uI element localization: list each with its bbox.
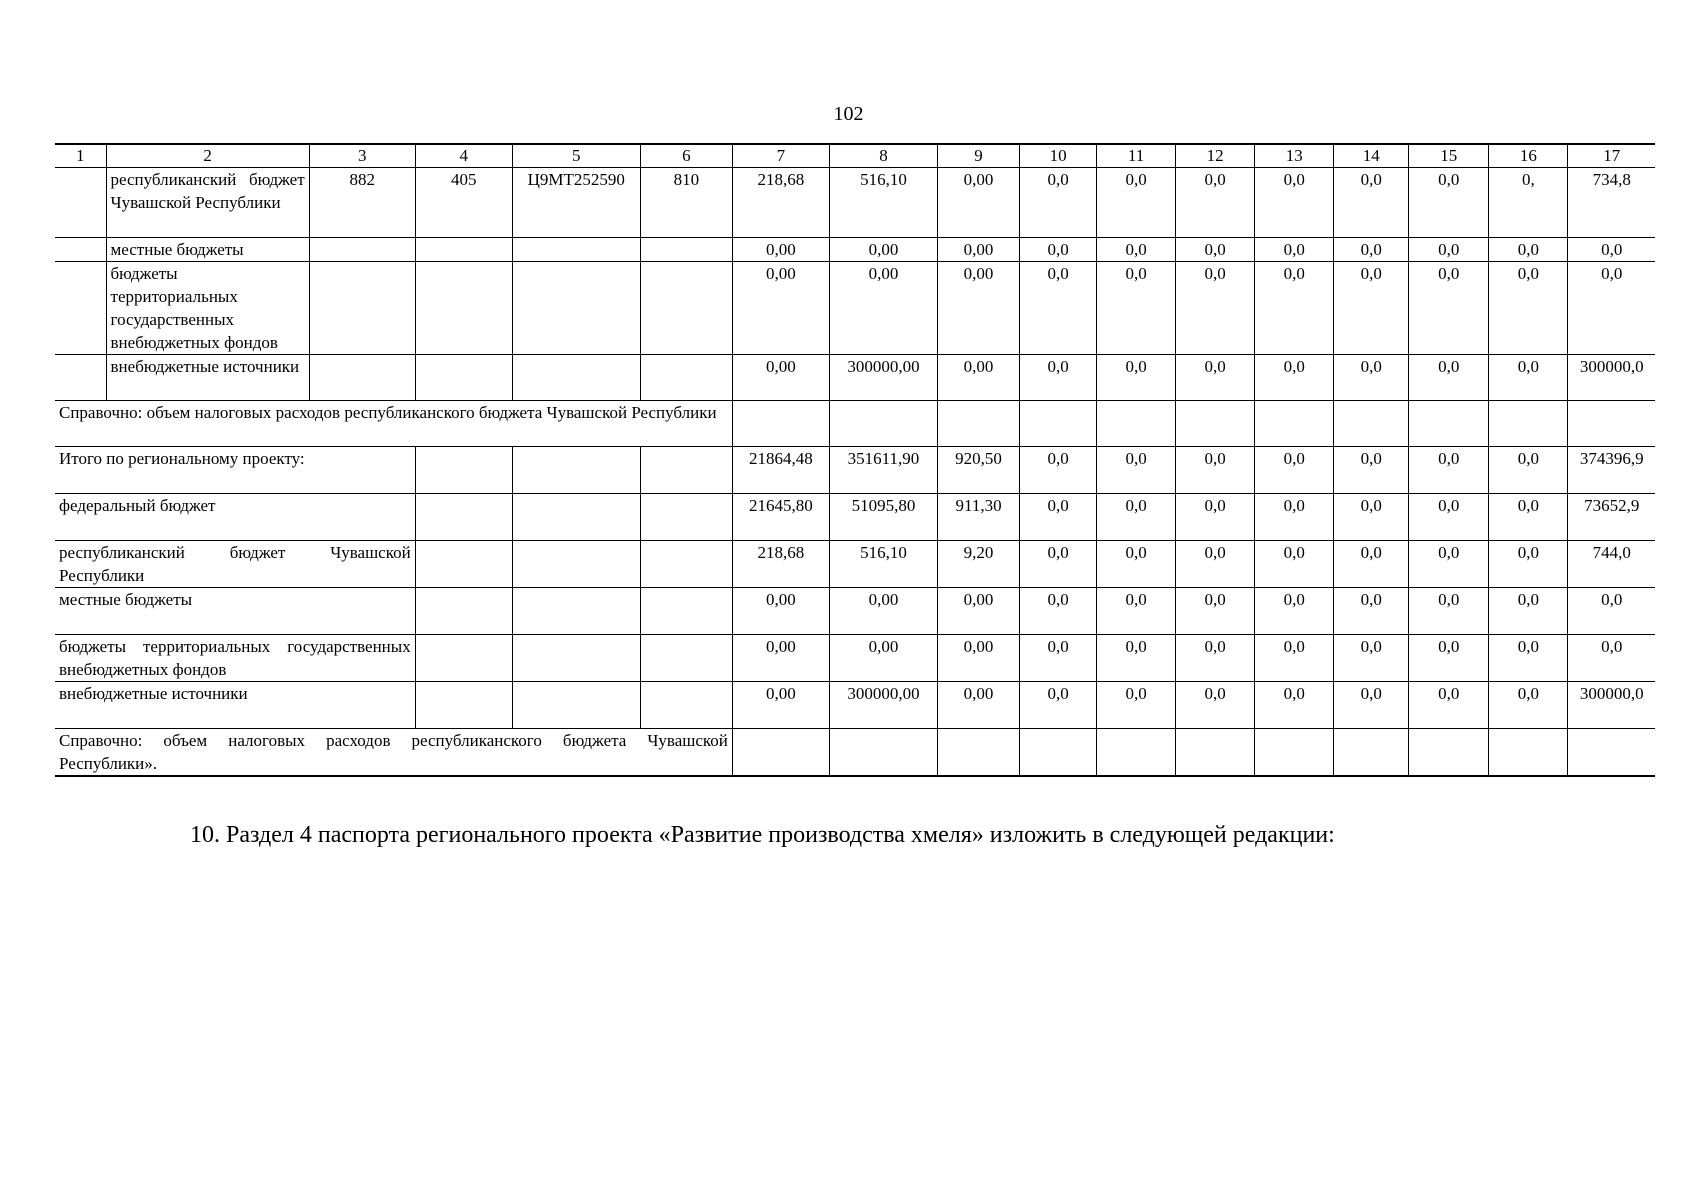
- value-cell: 0,0: [1097, 682, 1176, 729]
- value-cell: 0,0: [1097, 238, 1176, 262]
- value-cell: 0,0: [1255, 447, 1334, 494]
- value-cell: 0,0: [1020, 541, 1097, 588]
- total-row: [55, 447, 1655, 494]
- value-cell: 0,00: [938, 168, 1020, 238]
- table-cell: [1255, 401, 1334, 447]
- table-cell: [1097, 401, 1176, 447]
- value-cell: 0,0: [1409, 262, 1489, 355]
- value-cell: 0,0: [1409, 682, 1489, 729]
- row-label: бюджеты территориальных государственных внебюджетных фондов: [106, 262, 309, 355]
- value-cell: 0,0: [1255, 494, 1334, 541]
- table-cell: [640, 447, 732, 494]
- table-cell: [640, 541, 732, 588]
- table-cell: [938, 401, 1020, 447]
- value-cell: 0,0: [1255, 541, 1334, 588]
- value-cell: 0,00: [938, 355, 1020, 401]
- column-header: 9: [938, 144, 1020, 168]
- value-cell: 0,0: [1489, 262, 1568, 355]
- value-cell: 9,20: [938, 541, 1020, 588]
- value-cell: 0,00: [938, 262, 1020, 355]
- value-cell: 0,0: [1020, 447, 1097, 494]
- value-cell: 0,00: [732, 262, 829, 355]
- value-cell: 218,68: [732, 541, 829, 588]
- column-header: 16: [1489, 144, 1568, 168]
- value-cell: 0,00: [732, 355, 829, 401]
- table-cell: [640, 262, 732, 355]
- value-cell: 0,0: [1255, 635, 1334, 682]
- value-cell: 0,0: [1020, 262, 1097, 355]
- table-cell: [415, 682, 512, 729]
- value-cell: 0,00: [732, 682, 829, 729]
- budget-table: [55, 143, 1655, 777]
- table-cell: [512, 635, 640, 682]
- value-cell: 51095,80: [829, 494, 937, 541]
- value-cell: 21864,48: [732, 447, 829, 494]
- table-cell: [1489, 401, 1568, 447]
- section-paragraph: 10. Раздел 4 паспорта регионального проекта «Развитие производства хмеля» изложить в следующей редакции:: [190, 822, 1335, 848]
- value-cell: 911,30: [938, 494, 1020, 541]
- table-cell: [1097, 729, 1176, 777]
- value-cell: 0,00: [829, 262, 937, 355]
- value-cell: 0,0: [1409, 541, 1489, 588]
- table-row: [55, 168, 1655, 238]
- value-cell: 0,0: [1176, 262, 1255, 355]
- value-cell: 0,0: [1409, 238, 1489, 262]
- value-cell: 0,0: [1097, 447, 1176, 494]
- table-cell: [1020, 729, 1097, 777]
- table-row: [55, 355, 1655, 401]
- value-cell: 0,0: [1255, 588, 1334, 635]
- total-row: [55, 541, 1655, 588]
- table-cell: [732, 729, 829, 777]
- table-cell: [640, 238, 732, 262]
- total-row: [55, 494, 1655, 541]
- table-cell: [1334, 729, 1409, 777]
- value-cell: 0,0: [1409, 355, 1489, 401]
- value-cell: 0,0: [1568, 588, 1655, 635]
- value-cell: 0,0: [1334, 588, 1409, 635]
- row-label: внебюджетные источники: [55, 682, 415, 729]
- total-row: [55, 588, 1655, 635]
- reference-note: Справочно: объем налоговых расходов республиканского бюджета Чувашской Республики».: [55, 729, 732, 777]
- value-cell: 0,0: [1255, 682, 1334, 729]
- value-cell: 0,0: [1334, 682, 1409, 729]
- value-cell: 300000,00: [829, 355, 937, 401]
- value-cell: 0,0: [1097, 355, 1176, 401]
- row-label: республиканский бюджет Чувашской Республики: [55, 541, 415, 588]
- value-cell: 0,0: [1097, 262, 1176, 355]
- value-cell: 374396,9: [1568, 447, 1655, 494]
- value-cell: 300000,0: [1568, 355, 1655, 401]
- value-cell: 0,00: [732, 238, 829, 262]
- value-cell: 0,0: [1489, 682, 1568, 729]
- table-cell: [640, 588, 732, 635]
- value-cell: 0,0: [1176, 238, 1255, 262]
- value-cell: 0,0: [1334, 262, 1409, 355]
- table-cell: [55, 262, 106, 355]
- table-cell: [512, 494, 640, 541]
- table-cell: [1176, 401, 1255, 447]
- table-row: [55, 238, 1655, 262]
- table-cell: [1020, 401, 1097, 447]
- value-cell: 0,0: [1255, 168, 1334, 238]
- value-cell: 0,: [1489, 168, 1568, 238]
- header-row: [55, 144, 1655, 168]
- table-cell: [640, 682, 732, 729]
- value-cell: 0,0: [1489, 355, 1568, 401]
- table-cell: [640, 635, 732, 682]
- value-cell: 0,0: [1176, 588, 1255, 635]
- table-cell: [732, 401, 829, 447]
- value-cell: 0,0: [1097, 168, 1176, 238]
- column-header: 11: [1097, 144, 1176, 168]
- value-cell: 0,0: [1097, 588, 1176, 635]
- table-cell: [309, 355, 415, 401]
- table-cell: [640, 494, 732, 541]
- value-cell: 0,0: [1409, 447, 1489, 494]
- value-cell: 0,0: [1176, 635, 1255, 682]
- value-cell: 300000,0: [1568, 682, 1655, 729]
- table-cell: [938, 729, 1020, 777]
- value-cell: 300000,00: [829, 682, 937, 729]
- table-cell: [829, 401, 937, 447]
- column-header: 4: [415, 144, 512, 168]
- row-label: местные бюджеты: [55, 588, 415, 635]
- value-cell: 0,0: [1255, 238, 1334, 262]
- table-cell: [415, 238, 512, 262]
- value-cell: 516,10: [829, 168, 937, 238]
- total-row: [55, 682, 1655, 729]
- value-cell: 516,10: [829, 541, 937, 588]
- table-cell: [512, 447, 640, 494]
- table-cell: [829, 729, 937, 777]
- table-cell: [512, 588, 640, 635]
- value-cell: 0,0: [1334, 447, 1409, 494]
- value-cell: 21645,80: [732, 494, 829, 541]
- value-cell: 0,0: [1020, 355, 1097, 401]
- table-cell: [415, 541, 512, 588]
- value-cell: 0,0: [1568, 238, 1655, 262]
- column-header: 15: [1409, 144, 1489, 168]
- value-cell: 0,0: [1020, 682, 1097, 729]
- value-cell: 0,00: [732, 588, 829, 635]
- row-label: внебюджетные источники: [106, 355, 309, 401]
- value-cell: 73652,9: [1568, 494, 1655, 541]
- column-header: 3: [309, 144, 415, 168]
- value-cell: 0,0: [1020, 168, 1097, 238]
- value-cell: 0,0: [1334, 355, 1409, 401]
- value-cell: 0,0: [1489, 541, 1568, 588]
- row-label: Итого по региональному проекту:: [55, 447, 415, 494]
- value-cell: 0,0: [1020, 588, 1097, 635]
- row-label: республиканский бюджет Чувашской Республики: [106, 168, 309, 238]
- column-header: 12: [1176, 144, 1255, 168]
- value-cell: 734,8: [1568, 168, 1655, 238]
- value-cell: 0,0: [1176, 541, 1255, 588]
- value-cell: 351611,90: [829, 447, 937, 494]
- table-cell: [1489, 729, 1568, 777]
- value-cell: 218,68: [732, 168, 829, 238]
- value-cell: 744,0: [1568, 541, 1655, 588]
- value-cell: 0,00: [938, 635, 1020, 682]
- value-cell: 0,0: [1489, 447, 1568, 494]
- value-cell: 0,00: [938, 682, 1020, 729]
- table-cell: [309, 262, 415, 355]
- value-cell: 0,0: [1176, 682, 1255, 729]
- value-cell: 0,0: [1255, 355, 1334, 401]
- table-cell: 882: [309, 168, 415, 238]
- value-cell: 0,0: [1176, 447, 1255, 494]
- column-header: 14: [1334, 144, 1409, 168]
- table-cell: 810: [640, 168, 732, 238]
- value-cell: 0,0: [1097, 635, 1176, 682]
- column-header: 13: [1255, 144, 1334, 168]
- value-cell: 0,0: [1334, 168, 1409, 238]
- value-cell: 0,0: [1334, 238, 1409, 262]
- value-cell: 0,0: [1334, 635, 1409, 682]
- column-header: 17: [1568, 144, 1655, 168]
- value-cell: 0,00: [829, 635, 937, 682]
- value-cell: 0,0: [1489, 238, 1568, 262]
- reference-row: [55, 729, 1655, 777]
- value-cell: 0,0: [1409, 168, 1489, 238]
- reference-note: Справочно: объем налоговых расходов республиканского бюджета Чувашской Республики: [55, 401, 732, 447]
- table-cell: [415, 588, 512, 635]
- table-cell: [55, 168, 106, 238]
- value-cell: 0,0: [1489, 635, 1568, 682]
- table-cell: [1409, 729, 1489, 777]
- total-row: [55, 635, 1655, 682]
- value-cell: 0,0: [1409, 588, 1489, 635]
- table-cell: [415, 447, 512, 494]
- table-cell: [512, 682, 640, 729]
- reference-row: [55, 401, 1655, 447]
- table-row: [55, 262, 1655, 355]
- table-cell: [1409, 401, 1489, 447]
- value-cell: 0,0: [1020, 635, 1097, 682]
- page-number: 102: [833, 103, 864, 125]
- row-label: бюджеты территориальных государственных внебюджетных фондов: [55, 635, 415, 682]
- value-cell: 0,00: [938, 238, 1020, 262]
- table-cell: [415, 635, 512, 682]
- value-cell: 920,50: [938, 447, 1020, 494]
- column-header: 6: [640, 144, 732, 168]
- table-cell: [415, 355, 512, 401]
- value-cell: 0,0: [1020, 494, 1097, 541]
- value-cell: 0,0: [1489, 588, 1568, 635]
- column-header: 10: [1020, 144, 1097, 168]
- value-cell: 0,0: [1255, 262, 1334, 355]
- table-cell: [309, 238, 415, 262]
- value-cell: 0,0: [1020, 238, 1097, 262]
- table-cell: [512, 541, 640, 588]
- row-label: местные бюджеты: [106, 238, 309, 262]
- column-header: 7: [732, 144, 829, 168]
- table-cell: [512, 262, 640, 355]
- table-cell: [512, 238, 640, 262]
- table-cell: [55, 355, 106, 401]
- value-cell: 0,00: [829, 238, 937, 262]
- value-cell: 0,0: [1097, 541, 1176, 588]
- table-cell: 405: [415, 168, 512, 238]
- value-cell: 0,0: [1409, 635, 1489, 682]
- table-cell: [512, 355, 640, 401]
- value-cell: 0,0: [1176, 168, 1255, 238]
- table-cell: [415, 494, 512, 541]
- value-cell: 0,0: [1568, 262, 1655, 355]
- table-cell: [640, 355, 732, 401]
- value-cell: 0,0: [1097, 494, 1176, 541]
- value-cell: 0,0: [1176, 494, 1255, 541]
- value-cell: 0,0: [1409, 494, 1489, 541]
- table-cell: [1568, 729, 1655, 777]
- table-cell: [55, 238, 106, 262]
- value-cell: 0,0: [1334, 494, 1409, 541]
- column-header: 8: [829, 144, 937, 168]
- row-label: федеральный бюджет: [55, 494, 415, 541]
- value-cell: 0,0: [1489, 494, 1568, 541]
- value-cell: 0,0: [1176, 355, 1255, 401]
- table-cell: [1176, 729, 1255, 777]
- table-cell: [415, 262, 512, 355]
- value-cell: 0,0: [1334, 541, 1409, 588]
- column-header: 1: [55, 144, 106, 168]
- column-header: 2: [106, 144, 309, 168]
- column-header: 5: [512, 144, 640, 168]
- table-cell: Ц9МТ252590: [512, 168, 640, 238]
- table-cell: [1255, 729, 1334, 777]
- table-cell: [1568, 401, 1655, 447]
- value-cell: 0,00: [938, 588, 1020, 635]
- table-cell: [1334, 401, 1409, 447]
- value-cell: 0,00: [829, 588, 937, 635]
- value-cell: 0,0: [1568, 635, 1655, 682]
- value-cell: 0,00: [732, 635, 829, 682]
